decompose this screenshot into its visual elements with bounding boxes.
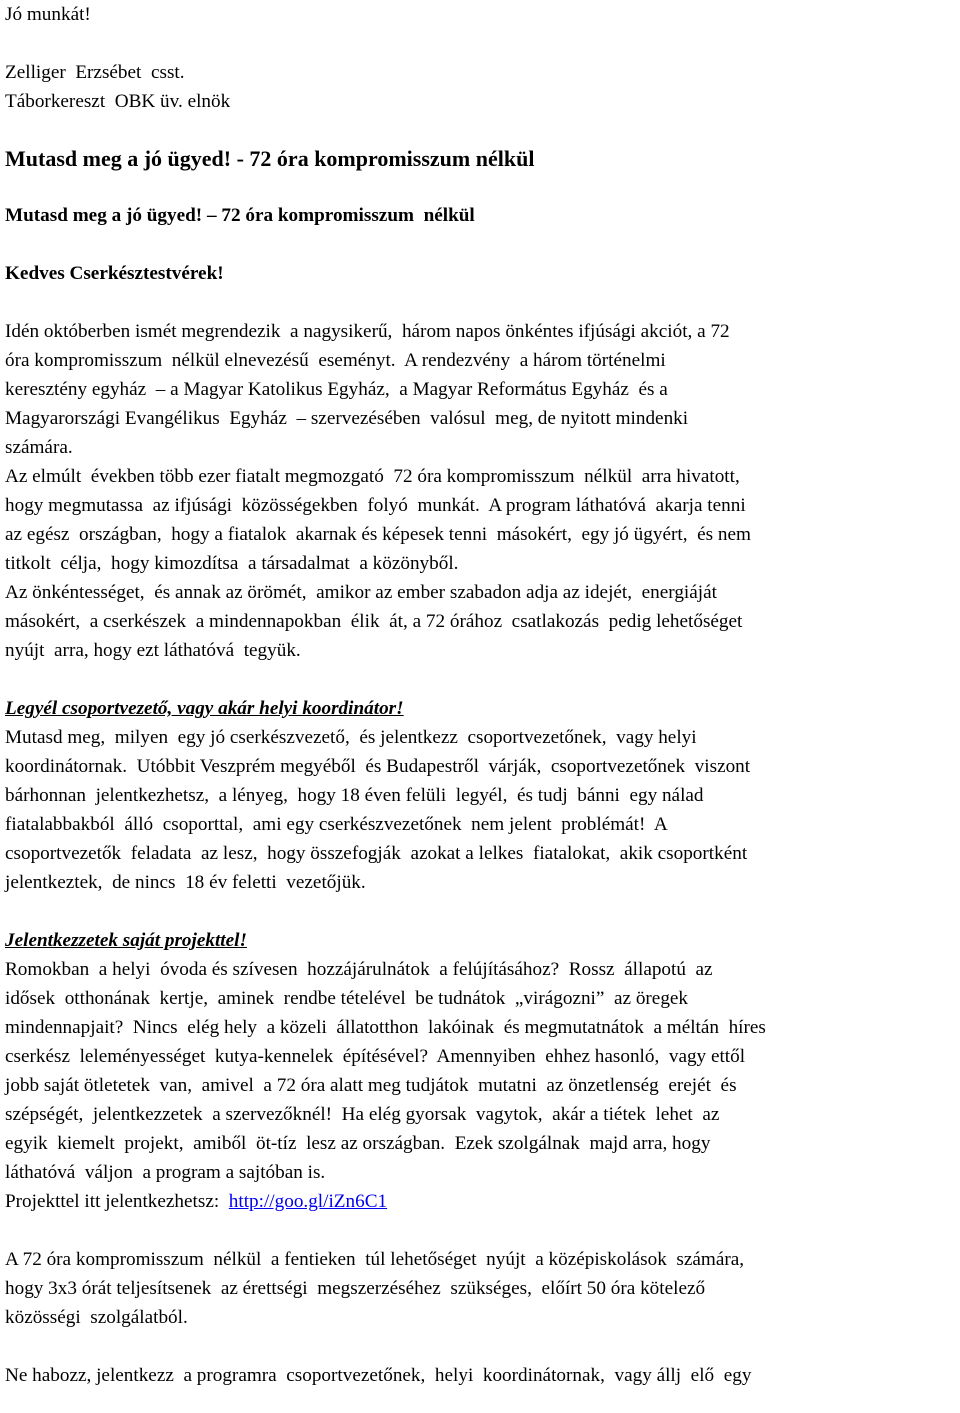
salutation: Kedves Cserkésztestvérek! xyxy=(5,263,224,284)
paragraph-line: keresztény egyház – a Magyar Katolikus Egyház, a Magyar Református Egyház és a xyxy=(5,379,668,400)
paragraph-line: másokért, a cserkészek a mindennapokban élik át, a 72 órához csatlakozás pedig lehetőséget xyxy=(5,611,743,632)
blank-line xyxy=(5,1216,955,1245)
blank-line xyxy=(5,116,955,144)
blank-line xyxy=(5,29,955,58)
paragraph-volunteering xyxy=(5,578,955,665)
paragraph-line: szépségét, jelentkezzetek a szervezőknél! Ha elég gyorsak vagytok, akár a tiétek lehet az xyxy=(5,1104,720,1125)
blank-line xyxy=(5,173,955,201)
greeting-text: Jó munkát! xyxy=(5,4,91,25)
paragraph-line: Az önkéntességet, és annak az örömét, amikor az ember szabadon adja az idejét, energiáját xyxy=(5,582,717,603)
paragraph-line: fiatalabbakból álló csoporttal, ami egy cserkészvezetőnek nem jelent problémát! A xyxy=(5,814,668,835)
paragraph-line: az egész országban, hogy a fiatalok akarnak és képesek tenni másokért, egy jó ügyért, és nem xyxy=(5,524,751,545)
paragraph-line: közösségi szolgálatból. xyxy=(5,1307,188,1328)
blank-line xyxy=(5,1332,955,1361)
paragraph-line: óra kompromisszum nélkül elnevezésű eseményt. A rendezvény a három történelmi xyxy=(5,350,666,371)
paragraph-line: hogy megmutassa az ifjúsági közösségekben folyó munkát. A program láthatóvá akarja tenni xyxy=(5,495,746,516)
section-own-project xyxy=(5,926,955,1216)
paragraph-line: Idén októberben ismét megrendezik a nagysikerű, három napos önkéntes ifjúsági akciót, a 72 xyxy=(5,321,730,342)
paragraph-line: cserkész leleményességet kutya-kennelek építésével? Amennyiben ehhez hasonló, vagy ettől xyxy=(5,1046,746,1067)
paragraph-line: jobb saját ötletetek van, amivel a 72 óra alatt meg tudjátok mutatni az önzetlenség erejét és xyxy=(5,1075,737,1096)
paragraph-line: jelentkeztek, de nincs 18 év feletti vezetőjük. xyxy=(5,872,366,893)
paragraph-line: csoportvezetők feladata az lesz, hogy összefogják azokat a lelkes fiatalokat, akik csoportként xyxy=(5,843,748,864)
paragraph-line: Magyarországi Evangélikus Egyház – szervezésében valósul meg, de nyitott mindenki xyxy=(5,408,689,429)
paragraph-line: Az elmúlt években több ezer fiatalt megmozgató 72 óra kompromisszum nélkül arra hivatott, xyxy=(5,466,740,487)
paragraph-line: hogy 3x3 órát teljesítsenek az érettségi megszerzéséhez szükséges, előírt 50 óra kötelező xyxy=(5,1278,706,1299)
paragraph-line: idősek otthonának kertje, aminek rendbe tételével be tudnátok „virágozni” az öregek xyxy=(5,988,689,1009)
section-heading: Legyél csoportvezető, vagy akár helyi koordinátor! xyxy=(5,698,404,719)
paragraph-line: mindennapjait? Nincs elég hely a közeli állatotthon lakóinak és megmutatnátok a méltán híres xyxy=(5,1017,766,1038)
paragraph-line: Mutasd meg, milyen egy jó cserkészvezető, és jelentkezz csoportvezetőnek, vagy helyi xyxy=(5,727,697,748)
project-signup-link[interactable]: http://goo.gl/iZn6C1 xyxy=(228,1191,388,1212)
paragraph-closing: Ne habozz, jelentkezz a programra csoportvezetőnek, helyi koordinátornak, vagy állj elő egy xyxy=(5,1365,752,1386)
page-title: Mutasd meg a jó ügyed! - 72 óra kompromisszum nélkül xyxy=(5,146,535,171)
project-link-label: Projekttel itt jelentkezhetsz: xyxy=(5,1191,229,1212)
project-link-line xyxy=(5,1187,955,1216)
paragraph-line: láthatóvá váljon a program a sajtóban is. xyxy=(5,1162,326,1183)
paragraph-line: koordinátornak. Utóbbit Veszprém megyéből és Budapestről várják, csoportvezetőnek viszont xyxy=(5,756,751,777)
section-group-leader xyxy=(5,694,955,897)
paragraph-line: titkolt célja, hogy kimozdítsa a társadalmat a közönyből. xyxy=(5,553,459,574)
blank-line xyxy=(5,897,955,926)
paragraph-history xyxy=(5,462,955,578)
paragraph-line: A 72 óra kompromisszum nélkül a fentieken túl lehetőséget nyújt a középiskolások számára, xyxy=(5,1249,745,1270)
signature-name: Zelliger Erzsébet csst. xyxy=(5,62,185,83)
paragraph-line: bárhonnan jelentkezhetsz, a lényeg, hogy 18 éven felüli legyél, és tudj bánni egy nálad xyxy=(5,785,704,806)
section-heading: Jelentkezzetek saját projekttel! xyxy=(5,930,247,951)
paragraph-line: számára. xyxy=(5,437,73,458)
blank-line xyxy=(5,230,955,259)
paragraph-line: nyújt arra, hogy ezt láthatóvá tegyük. xyxy=(5,640,301,661)
paragraph-intro xyxy=(5,317,955,462)
signature-role: Táborkereszt OBK üv. elnök xyxy=(5,91,231,112)
paragraph-line: Romokban a helyi óvoda és szívesen hozzájárulnátok a felújításához? Rossz állapotú az xyxy=(5,959,713,980)
paragraph-community-service xyxy=(5,1245,955,1332)
document-page xyxy=(5,0,955,1390)
subtitle: Mutasd meg a jó ügyed! – 72 óra kompromisszum nélkül xyxy=(5,205,475,226)
blank-line xyxy=(5,288,955,317)
blank-line xyxy=(5,665,955,694)
paragraph-line: egyik kiemelt projekt, amiből öt-tíz lesz az országban. Ezek szolgálnak majd arra, hogy xyxy=(5,1133,711,1154)
